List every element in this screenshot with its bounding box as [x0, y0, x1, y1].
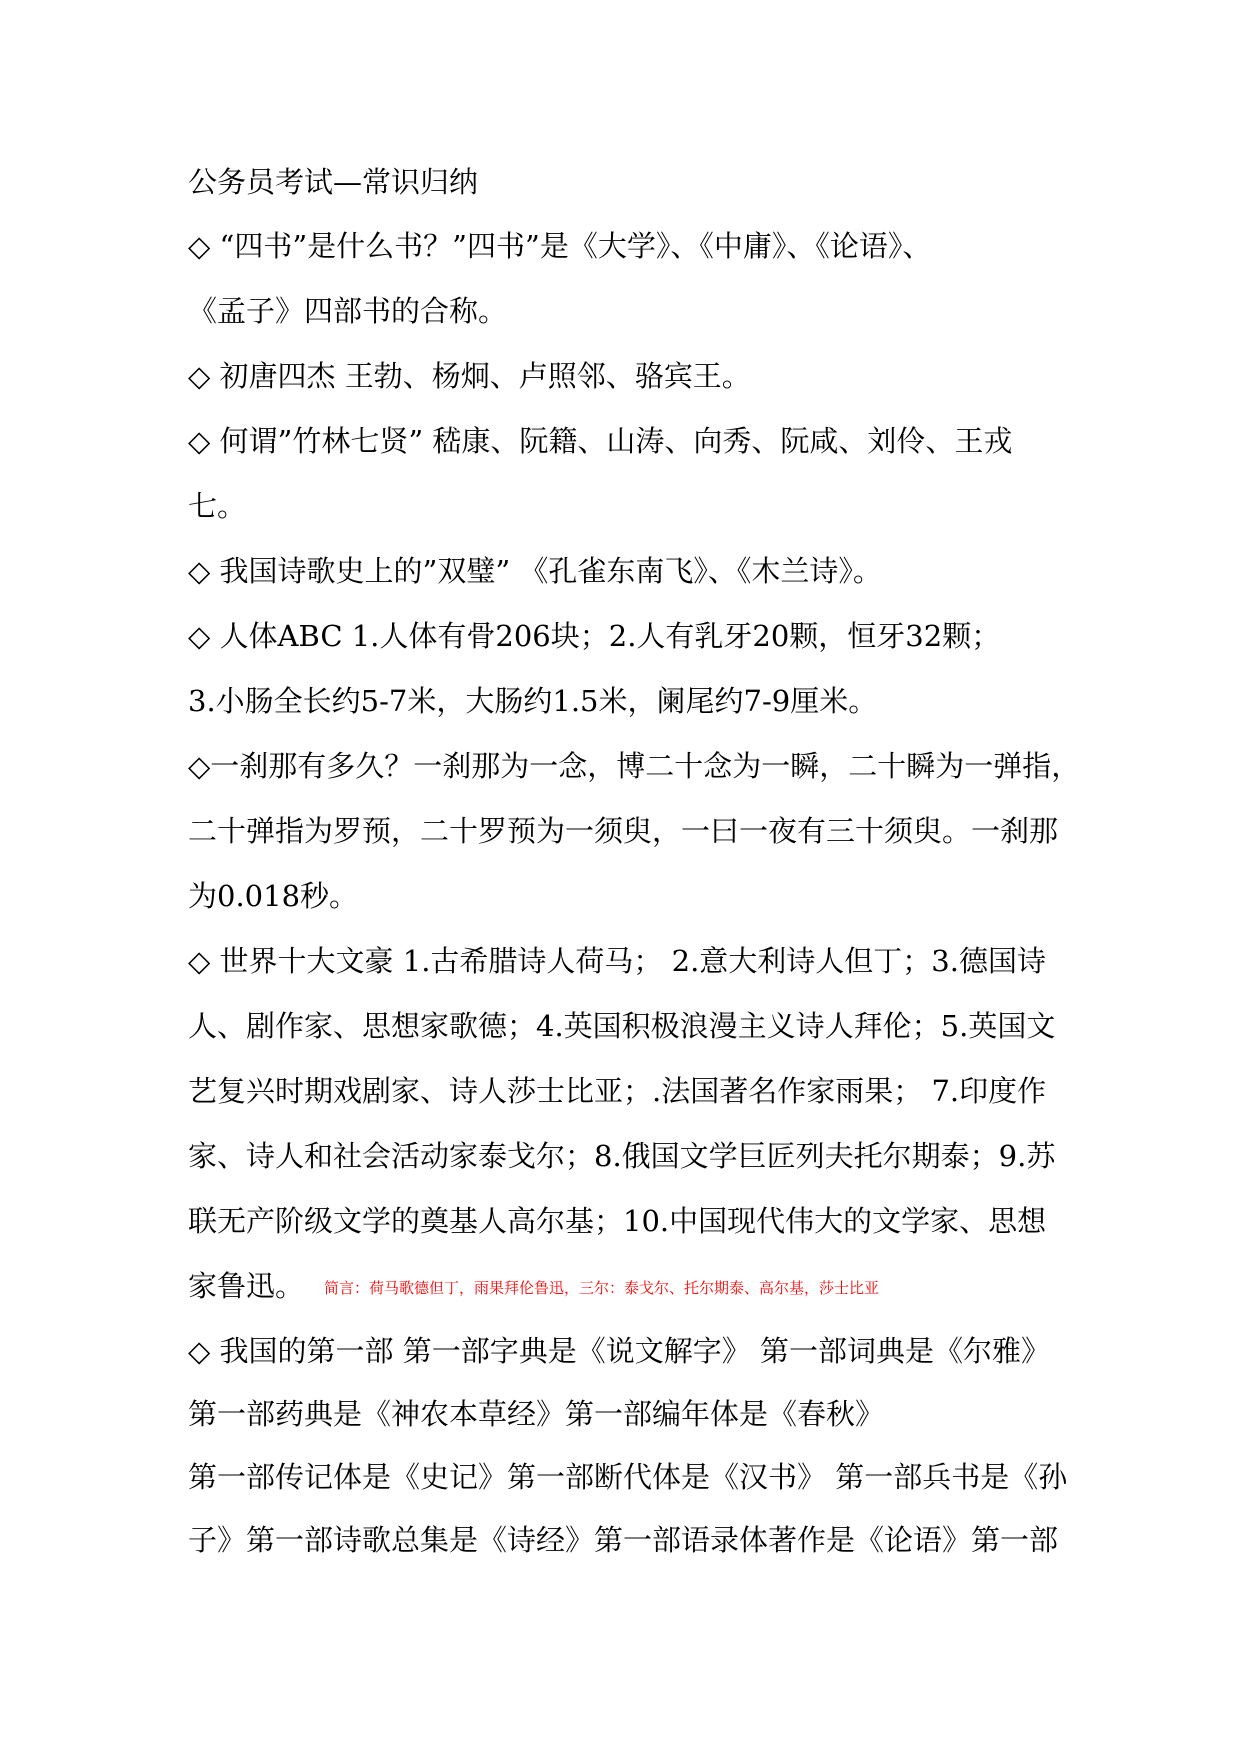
text-line: ◇ 我国的第一部 第一部字典是《说文解字》 第一部词典是《尔雅》	[188, 1334, 1050, 1368]
text-line: 艺复兴时期戏剧家、诗人莎士比亚；.法国著名作家雨果； 7.印度作	[188, 1074, 1047, 1108]
text-line: 《孟子》四部书的合称。	[188, 294, 508, 328]
text-line: 第一部传记体是《史记》第一部断代体是《汉书》 第一部兵书是《孙	[188, 1460, 1068, 1494]
text-line: ◇ 我国诗歌史上的”双璧” 《孔雀东南飞》、《木兰诗》。	[188, 554, 882, 588]
text-line: 3.小肠全长约5-7米，大肠约1.5米，阑尾约7-9厘米。	[188, 684, 878, 718]
text-line: 联无产阶级文学的奠基人高尔基；10.中国现代伟大的文学家、思想	[188, 1204, 1047, 1238]
text-line: 七。	[188, 489, 247, 523]
red-annotation-note: 简言：荷马歌德但丁，雨果拜伦鲁迅，三尔：泰戈尔、托尔期泰、高尔基，莎士比亚	[324, 1279, 880, 1297]
text-line: ◇ 何谓”竹林七贤” 嵇康、阮籍、山涛、向秀、阮咸、刘伶、王戎	[188, 424, 1013, 458]
text-line: 家鲁迅。	[188, 1269, 305, 1303]
text-line: ◇ 初唐四杰 王勃、杨炯、卢照邻、骆宾王。	[188, 359, 751, 393]
text-line: 子》第一部诗歌总集是《诗经》第一部语录体著作是《论语》第一部	[188, 1523, 1059, 1557]
document-page	[188, 156, 1081, 1577]
document-title: 公务员考试—常识归纳	[188, 165, 479, 199]
text-line: 为0.018秒。	[188, 879, 359, 913]
text-line: 家、诗人和社会活动家泰戈尔；8.俄国文学巨匠列夫托尔期泰；9.苏	[188, 1139, 1056, 1173]
text-line: 二十弹指为罗预，二十罗预为一须臾，一曰一夜有三十须臾。一刹那	[188, 814, 1059, 848]
text-line: ◇ “四书”是什么书？”四书”是《大学》、《中庸》、《论语》、	[188, 229, 932, 263]
text-line-with-note	[188, 1260, 1068, 1325]
text-line: ◇一刹那有多久？一刹那为一念，博二十念为一瞬，二十瞬为一弹指，	[188, 749, 1081, 783]
text-line: 人、剧作家、思想家歌德；4.英国积极浪漫主义诗人拜伦；5.英国文	[188, 1009, 1056, 1043]
text-line: ◇ 人体ABC 1.人体有骨206块；2.人有乳牙20颗，恒牙32颗；	[188, 619, 1001, 653]
text-line: ◇ 世界十大文豪 1.古希腊诗人荷马； 2.意大利诗人但丁；3.德国诗	[188, 944, 1046, 978]
text-line: 第一部药典是《神农本草经》第一部编年体是《春秋》	[188, 1397, 885, 1431]
